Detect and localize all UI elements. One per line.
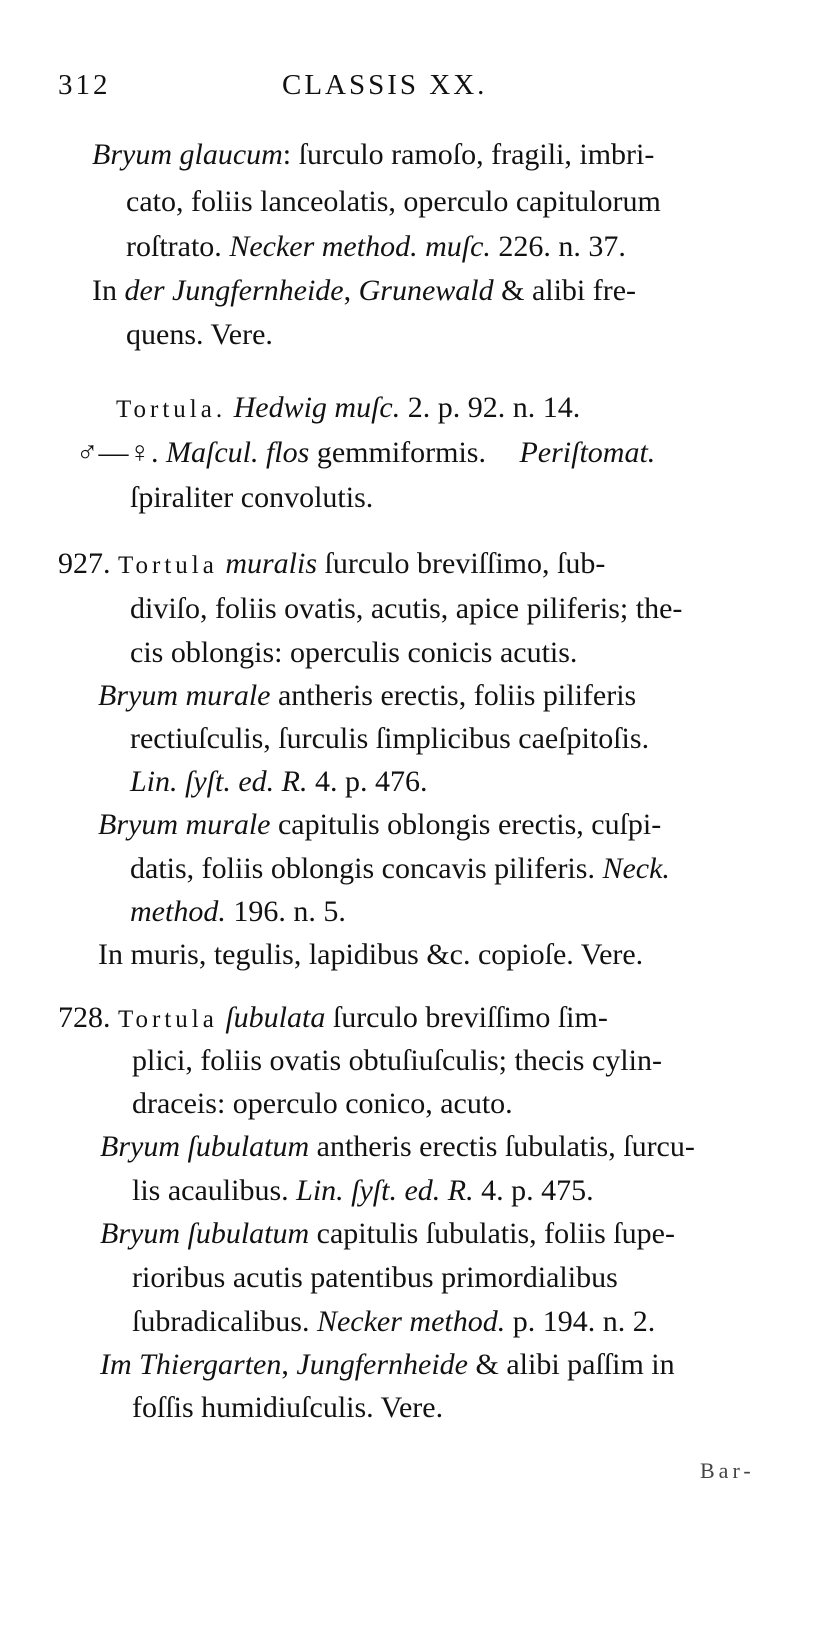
reference: method. <box>130 895 226 928</box>
reference: Necker method. muſc. <box>229 230 491 263</box>
text-line <box>100 1215 675 1253</box>
text-span: p. 194. n. 2. <box>512 1305 656 1338</box>
text-line: In muris, tegulis, lapidibus &c. copioſe. Vere. <box>98 938 644 971</box>
catchword: Bar- <box>700 1458 755 1483</box>
species-name: Bryum murale <box>98 679 271 712</box>
text-span: & alibi paſſim in <box>475 1348 675 1381</box>
text-line <box>132 1172 594 1210</box>
page-number: 312 <box>58 69 111 101</box>
reference: Necker method. <box>316 1305 506 1338</box>
text-line <box>130 763 427 801</box>
text-line <box>58 545 605 585</box>
text-line <box>126 228 626 266</box>
text-span: , <box>281 1348 289 1381</box>
text-line: rectiuſculis, ſurculis ſimplicibus caeſpitoſis. <box>130 722 650 755</box>
text-span: antheris erectis, foliis piliferis <box>277 679 637 712</box>
species-name: ſubulata <box>225 1001 326 1034</box>
reference: Hedwig muſc. <box>233 391 401 424</box>
text-line: quens. Vere. <box>126 318 273 351</box>
text-line <box>98 677 636 715</box>
text-line <box>100 1346 675 1384</box>
text-span: 226. n. 37. <box>498 230 626 263</box>
species-name: muralis <box>225 547 318 580</box>
text-line: rioribus acutis patentibus primordialibus <box>132 1261 618 1294</box>
text-line: cato, foliis lanceolatis, operculo capitulorum <box>126 185 661 218</box>
text-line <box>100 1128 695 1166</box>
genus-heading <box>116 389 580 429</box>
text-line: cis oblongis: operculis conicis acutis. <box>130 636 578 669</box>
text-span: 2. p. 92. n. 14. <box>407 391 581 424</box>
locality: Jungfernheide <box>296 1348 468 1381</box>
species-name: Bryum glaucum <box>92 138 283 171</box>
text-line: plici, foliis ovatis obtuſiuſculis; thecis cylin- <box>132 1044 662 1077</box>
text-line <box>58 999 608 1039</box>
text-line <box>130 850 670 888</box>
text-line <box>130 893 346 931</box>
text-span: antheris erectis ſubulatis, ſurcu- <box>316 1130 695 1163</box>
text-span: In <box>92 274 117 307</box>
species-name: Bryum murale <box>98 808 271 841</box>
text-line <box>98 806 661 844</box>
text-span: ſurculo breviſſimo, ſub- <box>324 547 606 580</box>
text-span: 4. p. 476. <box>314 765 428 798</box>
locality: der Jungfernheide <box>124 274 344 307</box>
text-span: gemmiformis. <box>316 436 486 469</box>
term: Periſtomat. <box>519 436 656 469</box>
term: Maſcul. flos <box>166 436 310 469</box>
text-span: , <box>343 274 352 307</box>
genus-name: Tortula <box>118 1006 218 1033</box>
locality: Grunewald <box>358 274 494 307</box>
sex-symbols: ♂—♀. <box>76 436 159 469</box>
text-line: ſpiraliter convolutis. <box>130 481 374 514</box>
text-span: roſtrato. <box>126 230 222 263</box>
text-span: lis acaulibus. <box>132 1174 289 1207</box>
text-span: capitulis oblongis erectis, cuſpi- <box>277 808 662 841</box>
text-span: ſurculo breviſſimo ſim- <box>332 1001 608 1034</box>
text-span: 196. n. 5. <box>233 895 346 928</box>
running-head: CLASSIS XX. <box>282 69 488 101</box>
text-span: capitulis ſubulatis, foliis ſupe- <box>316 1217 675 1250</box>
text-span: datis, foliis oblongis concavis piliferis. <box>130 852 595 885</box>
reference: Lin. ſyſt. ed. R. <box>296 1174 474 1207</box>
locality: Im Thiergarten <box>100 1348 282 1381</box>
text-line <box>132 1303 655 1341</box>
genus-name: Tortula <box>118 552 218 579</box>
text-span: & alibi fre- <box>501 274 637 307</box>
entry-number: 927. <box>58 547 111 580</box>
genus-name: Tortula. <box>116 396 227 423</box>
text-span: ſubradicalibus. <box>132 1305 310 1338</box>
text-line <box>92 136 654 174</box>
text-line: draceis: operculo conico, acuto. <box>132 1087 513 1120</box>
species-name: Bryum ſubulatum <box>100 1217 310 1250</box>
species-name: Bryum ſubulatum <box>100 1130 310 1163</box>
text-span: 4. p. 475. <box>481 1174 594 1207</box>
entry-number: 728. <box>58 1001 111 1034</box>
text-line: diviſo, foliis ovatis, acutis, apice piliferis; the- <box>130 592 683 625</box>
text-span: : ſurculo ramoſo, fragili, imbri- <box>282 138 655 171</box>
reference: Neck. <box>602 852 670 885</box>
text-line: foſſis humidiuſculis. Vere. <box>132 1391 444 1424</box>
text-line <box>92 272 636 310</box>
reference: Lin. ſyſt. ed. R. <box>130 765 308 798</box>
text-line <box>76 434 655 472</box>
